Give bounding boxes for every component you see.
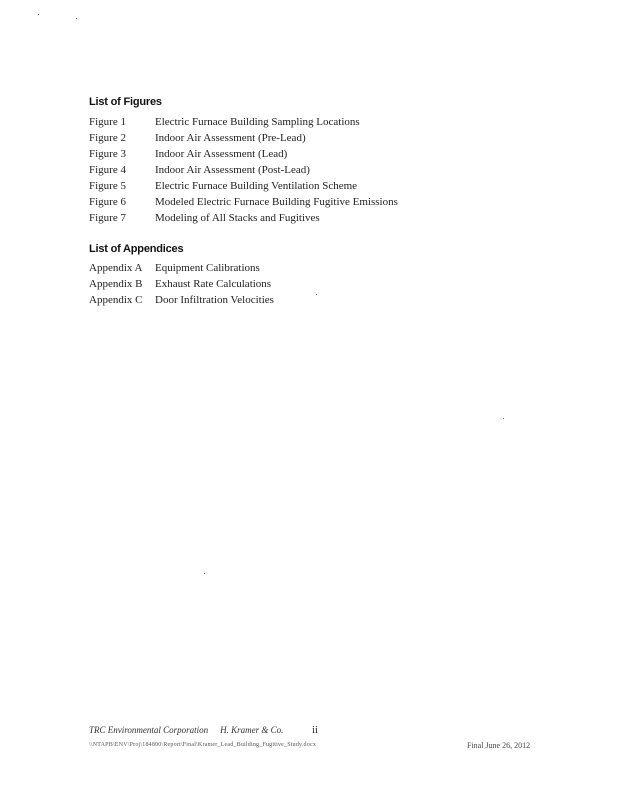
figure-label: Figure 3 — [89, 148, 126, 160]
figure-row — [89, 212, 320, 224]
figure-row — [89, 196, 398, 208]
figure-title: Modeled Electric Furnace Building Fugitive Emissions — [155, 196, 398, 208]
footer-date: Final June 26, 2012 — [467, 741, 531, 750]
figure-label: Figure 2 — [89, 132, 126, 144]
figure-row — [89, 116, 360, 128]
appendix-row — [89, 278, 271, 290]
figure-row — [89, 148, 287, 160]
footer-file-path: \\NTAPB\ENV\Proj\184800\Report\Final\Kramer_Lead_Building_Fugitive_Study.docx — [89, 742, 317, 748]
page-number: ii — [312, 724, 319, 736]
figure-title: Modeling of All Stacks and Fugitives — [155, 212, 320, 224]
figure-label: Figure 6 — [89, 196, 126, 208]
figure-row — [89, 132, 306, 144]
scan-speck — [38, 14, 39, 15]
appendix-label: Appendix C — [89, 294, 143, 306]
appendices-heading: List of Appendices — [89, 243, 184, 255]
figure-title: Indoor Air Assessment (Post-Lead) — [155, 164, 310, 176]
appendix-row — [89, 294, 274, 306]
appendix-label: Appendix A — [89, 262, 143, 274]
scan-speck — [76, 18, 77, 19]
footer-attribution — [89, 725, 283, 735]
scan-speck — [503, 418, 504, 419]
appendix-title: Door Infiltration Velocities — [155, 294, 274, 306]
appendix-title: Exhaust Rate Calculations — [155, 278, 272, 290]
figure-label: Figure 4 — [89, 164, 126, 176]
scan-speck — [204, 573, 205, 574]
figures-heading: List of Figures — [89, 96, 162, 108]
figure-title: Indoor Air Assessment (Lead) — [155, 148, 288, 160]
appendix-label: Appendix B — [89, 278, 143, 290]
figure-label: Figure 5 — [89, 180, 126, 192]
appendix-row — [89, 262, 260, 274]
figure-row — [89, 164, 310, 176]
figure-title: Indoor Air Assessment (Pre-Lead) — [155, 132, 306, 144]
figure-title: Electric Furnace Building Sampling Locations — [155, 116, 360, 128]
appendix-title: Equipment Calibrations — [155, 262, 260, 274]
footer-client: H. Kramer & Co. — [220, 725, 284, 735]
figure-title: Electric Furnace Building Ventilation Scheme — [155, 180, 358, 192]
footer-company: TRC Environmental Corporation — [89, 725, 209, 735]
figure-label: Figure 1 — [89, 116, 126, 128]
scan-speck — [316, 294, 317, 295]
figure-row — [89, 180, 357, 192]
figure-label: Figure 7 — [89, 212, 126, 224]
